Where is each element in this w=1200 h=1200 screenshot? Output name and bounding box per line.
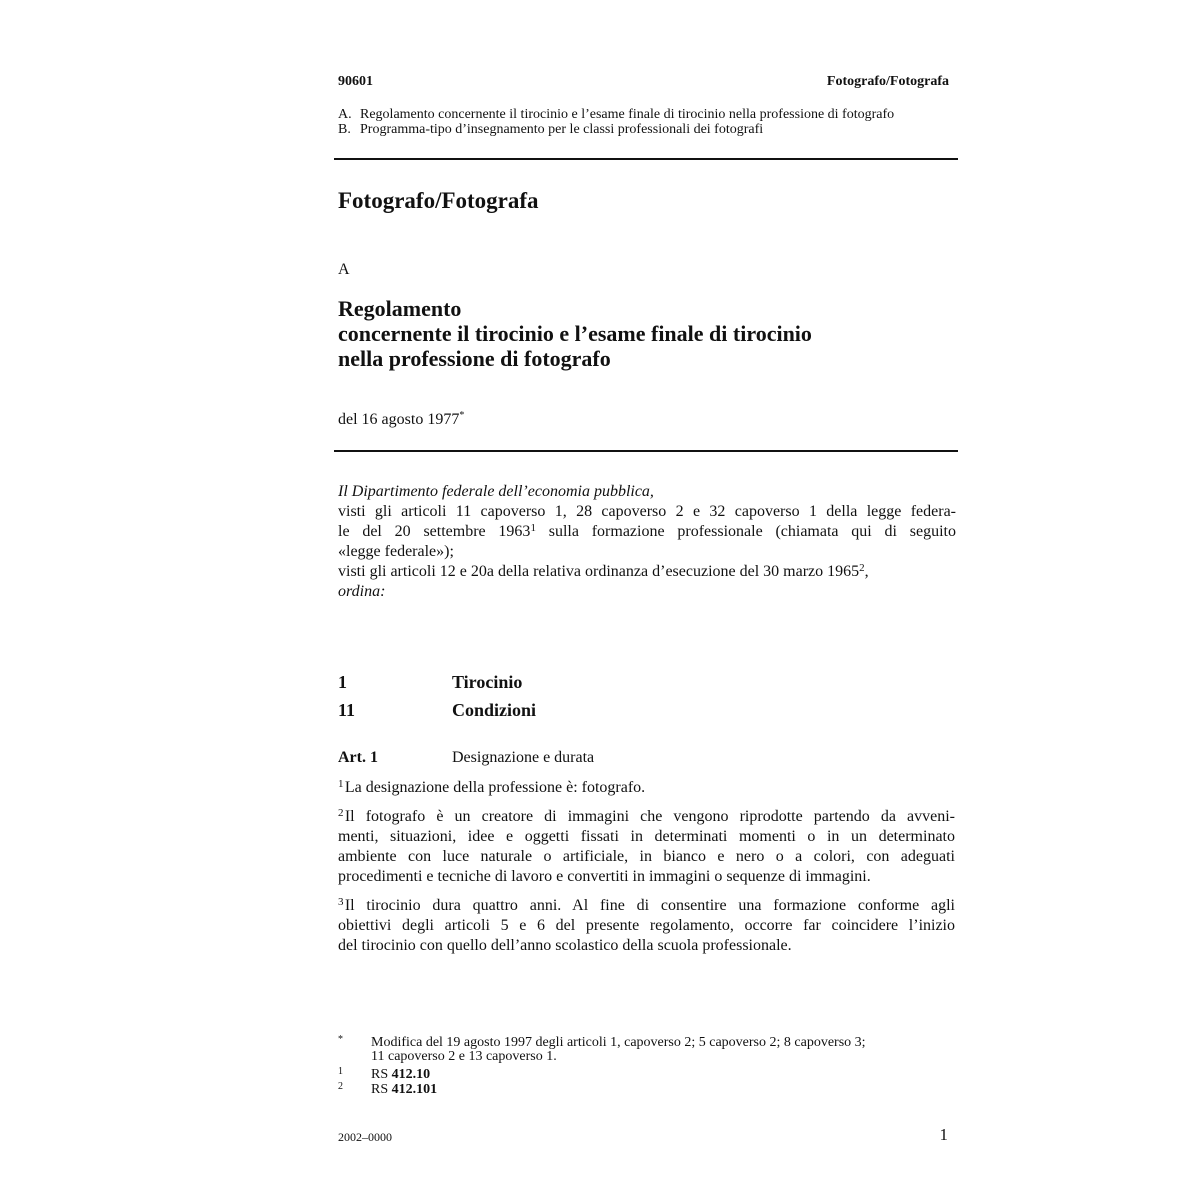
table-of-contents <box>338 107 894 137</box>
article-heading: Art. 1 Designazione e durata <box>338 749 595 766</box>
footnote-continuation: 11 capoverso 2 e 13 capoverso 1. <box>371 1049 557 1064</box>
preamble-authority: Il Dipartimento federale dell’economia pubblica, <box>338 483 654 500</box>
article-paragraph: $^3$ Il tirocinio dura quattro anni. Al fine di consentire una formazione conforme agli obiettivi degli articoli 5 e 6 del presente regolamento, occorre far coincidere l’inizio del tirocinio con quello dell’anno scolastico della scuola professionale. <box>338 896 955 954</box>
footnote: 1 RS 412.10 <box>338 1066 431 1082</box>
toc-item: A. Regolamento concernente il tirocinio e l’esame finale di tirocinio nella professione di fotografo <box>338 107 895 122</box>
section-letter: A <box>338 261 350 278</box>
chapter-heading: 1 Tirocinio <box>338 672 523 692</box>
footnote: * Modifica del 19 agosto 1997 degli articoli 1, capoverso 2; 5 capoverso 2; 8 capoverso 3; <box>338 1034 866 1050</box>
header-number: 90601 <box>338 74 373 89</box>
article-paragraph: $^2$ Il fotografo è un creatore di immagini che vengono riprodotte partendo da avveni- menti, situazioni, idee e oggetti fissati in determinati momenti o in un determinato ambiente con luce naturale o artificiale, in bianco e nero o a colori, con adeguati procedimenti e tecniche di lavoro e convertiti in immagini o sequenze di immagini. <box>338 807 955 885</box>
header-title: Fotografo/Fotografa <box>826 74 949 89</box>
article-paragraph: $^1$ La designazione della professione è: fotografo. <box>338 778 646 796</box>
page-number: 1 <box>939 1125 948 1144</box>
footnote: 2 RS 412.101 <box>338 1081 438 1097</box>
preamble: Il Dipartimento federale dell’economia pubblica, visti gli articoli 11 capoverso 1, 28 capoverso 2 e 32 capoverso 1 della legge federa- le del 20 settembre 1963$^1$ sulla formazione professionale (chiamata qui di seguito «legge federale»); visti gli articoli 12 e 20a della relativa ordinanza d’esecuzione del 30 marzo 1965$^2$, ordina: <box>338 483 956 600</box>
footer-code: 2002–0000 <box>338 1130 392 1144</box>
chapter-heading: 11 Condizioni <box>338 700 537 720</box>
document-title: Fotografo/Fotografa <box>338 188 539 213</box>
regulation-title: Regolamento concernente il tirocinio e l’esame finale di tirocinio nella professione di fotografo <box>338 296 812 371</box>
divider <box>334 158 958 160</box>
divider <box>334 450 958 452</box>
toc-item: B. Programma-tipo d’insegnamento per le classi professionali dei fotografi <box>338 122 764 137</box>
preamble-order: ordina: <box>338 583 386 600</box>
regulation-date: del 16 agosto 1977* <box>338 410 465 428</box>
